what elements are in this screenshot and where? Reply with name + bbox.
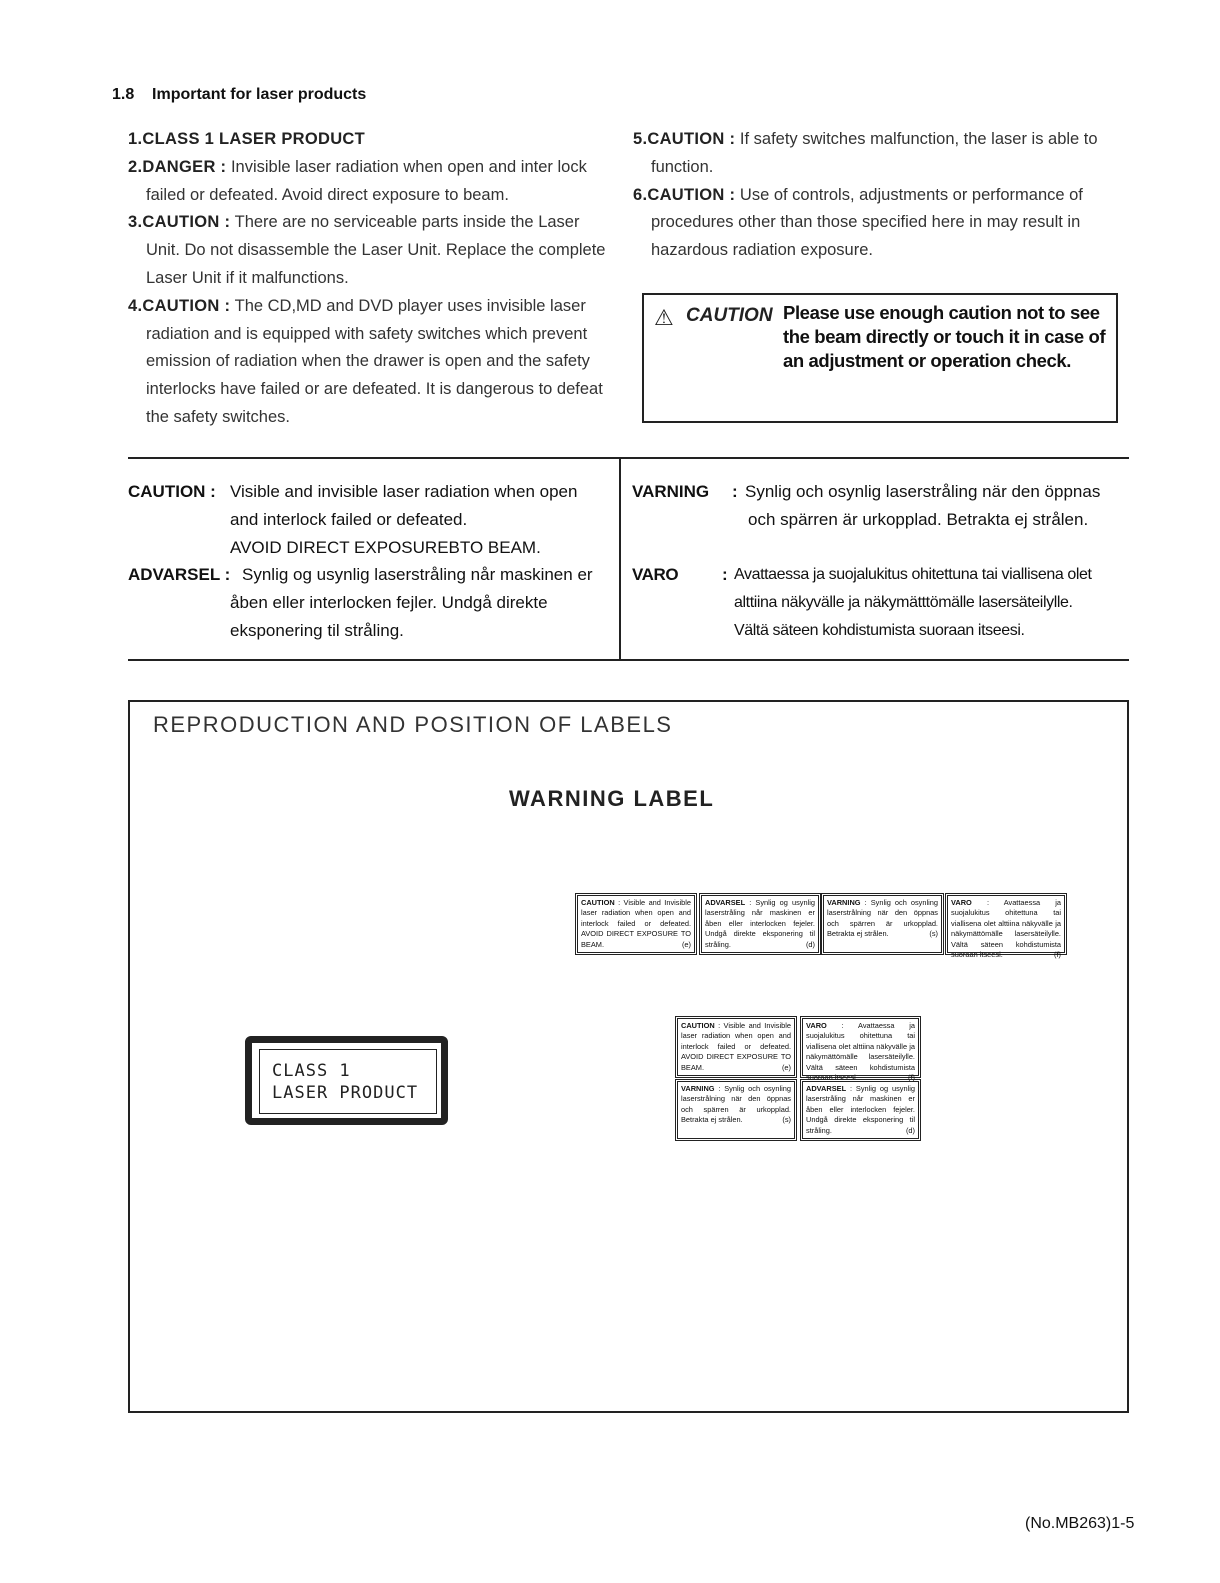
divider-bottom [128, 659, 1129, 661]
warning-triangle-icon: ⚠ [654, 305, 674, 330]
label-varning: VARNING : Synlig och osynling laserstrålning när den öppnas och spärren är urkopplad. Betrakta ej strålen. (s) [821, 893, 944, 955]
caution-text: Please use enough caution not to see the beam directly or touch it in case of an adjustment or operation check. [783, 302, 1106, 371]
note-5: 5.CAUTION : If safety switches malfunction, the laser is able to function. [633, 130, 1098, 176]
note-6: 6.CAUTION : Use of controls, adjustments or performance of procedures other than those specified here in may result in hazardous radiation exposure. [633, 185, 1083, 260]
warning-caution: CAUTION : Visible and invisible laser radiation when open and interlock failed or defeated. AVOID DIRECT EXPOSUREBTO BEAM. [128, 482, 578, 557]
class1-line-2: LASER PRODUCT [272, 1083, 419, 1103]
section-title: Important for laser products [152, 86, 367, 103]
class1-line-1: CLASS 1 [272, 1061, 351, 1081]
label-varo: VARO : Avattaessa ja suojalukitus ohitettuna tai viallisena olet alttiina näkyvälle ja näkymättömälle lasersäteilylle. Vältä säteen kohdistumista suoraan itseesi. (f) [945, 893, 1067, 955]
divider-top [128, 457, 1129, 459]
label-varning-2: VARNING : Synlig och osynling laserstrålning när den öppnas och spärren är urkopplad. Betrakta ej strålen. (s) [675, 1079, 797, 1141]
note-1: 1.CLASS 1 LASER PRODUCT [128, 130, 366, 148]
section-number: 1.8 [112, 86, 135, 103]
note-3: 3.CAUTION : There are no serviceable parts inside the Laser Unit. Do not disassemble the Laser Unit. Replace the complete Laser Unit if it malfunctions. [128, 213, 606, 287]
class1-laser-label [245, 1036, 448, 1125]
note-2: 2.DANGER : Invisible laser radiation when open and inter lock failed or defeated. Avoid direct exposure to beam. [128, 157, 587, 204]
label-advarsel-2: ADVARSEL : Synlig og usynlig laserstråling når maskinen er åben eller interlocken fejeler. Undgå direkte eksponering til stråling. (d) [800, 1079, 921, 1141]
warning-varning: VARNING : Synlig och osynlig laserstråling när den öppnas och spärren är urkopplad. Betrakta ej strålen. [632, 482, 1101, 529]
caution-box [642, 293, 1118, 423]
warning-advarsel: ADVARSEL : Synlig og usynlig laserstråling når maskinen er åben eller interlocken fejler. Undgå direkte eksponering til stråling. [128, 565, 593, 640]
warning-label-heading: WARNING LABEL [509, 786, 715, 811]
page-footer: (No.MB263)1-5 [1025, 1515, 1135, 1532]
label-advarsel: ADVARSEL : Synlig og usynlig laserstråling når maskinen er åben eller interlocken fejeler. Undgå direkte eksponering til stråling. (d) [699, 893, 821, 955]
right-notes [633, 126, 1123, 265]
caution-word: CAUTION [686, 305, 773, 326]
label-caution-2: CAUTION : Visible and Invisible laser radiation when open and interlock failed or defeated. AVOID DIRECT EXPOSURE TO BEAM. (e) [675, 1016, 797, 1078]
left-notes [128, 126, 613, 432]
section-heading [112, 86, 366, 104]
note-4: 4.CAUTION : The CD,MD and DVD player uses invisible laser radiation and is equipped with safety switches which prevent emission of radiation when the drawer is open and the safety interlocks have failed or are defeated. It is dangerous to defeat the safety switches. [128, 296, 603, 426]
divider-vertical [619, 457, 621, 661]
labels-title: REPRODUCTION AND POSITION OF LABELS [153, 712, 673, 737]
warning-varo: VARO : Avattaessa ja suojalukitus ohitettuna tai viallisena olet alttiina näkyvälle ja näkymätttömälle lasersäteilylle. Vältä säteen kohdistumista suoraan itseesi. [632, 565, 1092, 639]
label-caution: CAUTION : Visible and Invisible laser radiation when open and interlock failed or defeated. AVOID DIRECT EXPOSURE TO BEAM. (e) [575, 893, 697, 955]
label-varo-2: VARO : Avattaessa ja suojalukitus ohitettuna tai viallisena olet alttiina näkyvälle ja näkymättömälle lasersäteilylle. Vältä säteen kohdistumista suoraan itseesi. (f) [800, 1016, 921, 1078]
